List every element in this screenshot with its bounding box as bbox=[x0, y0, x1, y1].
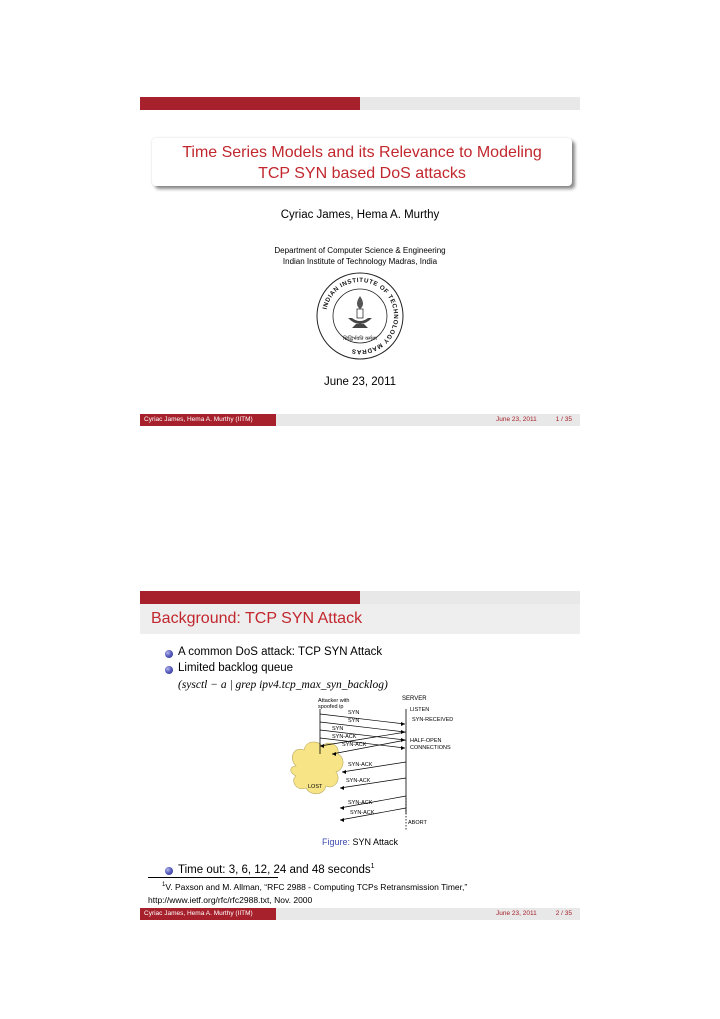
footer-page-number: 1 / 35 bbox=[555, 416, 572, 423]
department: Department of Computer Science & Engineering bbox=[274, 246, 446, 255]
bullet-text-2: Limited backlog queue bbox=[178, 662, 294, 674]
top-bar-red bbox=[140, 591, 360, 604]
syn-received-label: SYN-RECEIVED bbox=[412, 717, 454, 723]
top-bar-red bbox=[140, 97, 360, 110]
footer-date: June 23, 2011 bbox=[496, 416, 537, 423]
figure-caption bbox=[140, 837, 580, 847]
svg-text:INDIAN INSTITUTE OF TECHNOLOGY: INDIAN INSTITUTE OF TECHNOLOGY MADRAS bbox=[321, 276, 400, 356]
top-bar-gray bbox=[360, 97, 580, 110]
footnote-line-1: V. Paxson and M. Allman, “RFC 2988 - Computing TCPs Retransmission Timer,” bbox=[165, 881, 468, 892]
authors: Cyriac James, Hema A. Murthy bbox=[280, 209, 440, 221]
syn-ack-label: SYN-ACK bbox=[350, 810, 375, 816]
footnote bbox=[148, 879, 578, 907]
bullet-icon bbox=[165, 666, 173, 674]
server-label: SERVER bbox=[402, 696, 427, 702]
frame-title: Background: TCP SYN Attack bbox=[151, 610, 363, 627]
abort-label: ABORT bbox=[408, 820, 427, 826]
syn-attack-diagram bbox=[284, 696, 484, 836]
syn-label: SYN bbox=[348, 710, 360, 716]
iitm-logo bbox=[312, 268, 408, 364]
syn-label: SYN bbox=[332, 726, 344, 732]
footer-slide-2 bbox=[140, 908, 580, 920]
logo-motto: सिद्धिर्भवति कर्मजा bbox=[343, 336, 377, 342]
footnote-line-2: http://www.ietf.org/rfc/rfc2988.txt, Nov. 2000 bbox=[148, 894, 313, 905]
footer-slide-1 bbox=[140, 414, 580, 426]
figure-caption-text: SYN Attack bbox=[352, 837, 399, 847]
footer-author: Cyriac James, Hema A. Murthy (IITM) bbox=[140, 414, 276, 426]
title-line-2: TCP SYN based DoS attacks bbox=[258, 165, 466, 182]
half-open-label: HALF-OPEN bbox=[410, 738, 442, 744]
title-line-1: Time Series Models and its Relevance to Modeling bbox=[182, 144, 542, 161]
title-box bbox=[152, 138, 572, 186]
date: June 23, 2011 bbox=[323, 376, 397, 388]
syn-ack-label: SYN-ACK bbox=[348, 800, 373, 806]
lost-label: LOST bbox=[308, 784, 323, 790]
footnote-ref: 1 bbox=[370, 863, 375, 870]
footnote-mark: 1 bbox=[162, 882, 166, 888]
footnote-rule bbox=[148, 877, 278, 878]
syn-ack-label: SYN-ACK bbox=[346, 778, 371, 784]
half-open-label: CONNECTIONS bbox=[410, 745, 451, 751]
syn-label: SYN bbox=[348, 718, 360, 724]
timeout-text: Time out: 3, 6, 12, 24 and 48 seconds bbox=[178, 863, 371, 876]
footer-date: June 23, 2011 bbox=[496, 910, 537, 917]
bullet-icon bbox=[165, 650, 173, 658]
bullet-icon bbox=[165, 867, 173, 875]
attacker-label: Attacker with bbox=[318, 698, 350, 704]
footer-page-number: 2 / 35 bbox=[555, 910, 572, 917]
attacker-label: spoofed ip bbox=[318, 704, 344, 710]
bullet-text-3 bbox=[178, 863, 375, 876]
figure-label: Figure: bbox=[321, 837, 350, 847]
listen-label: LISTEN bbox=[410, 707, 430, 713]
syn-ack-label: SYN-ACK bbox=[348, 762, 373, 768]
syn-ack-label: SYN-ACK bbox=[332, 734, 357, 740]
command-text: (sysctl − a | grep ipv4.tcp_max_syn_backlog) bbox=[178, 679, 388, 691]
syn-ack-label: SYN-ACK bbox=[342, 742, 367, 748]
institute: Indian Institute of Technology Madras, India bbox=[282, 257, 438, 266]
footer-author: Cyriac James, Hema A. Murthy (IITM) bbox=[140, 908, 276, 920]
bullet-text-1: A common DoS attack: TCP SYN Attack bbox=[178, 646, 383, 658]
top-bar-gray bbox=[360, 591, 580, 604]
